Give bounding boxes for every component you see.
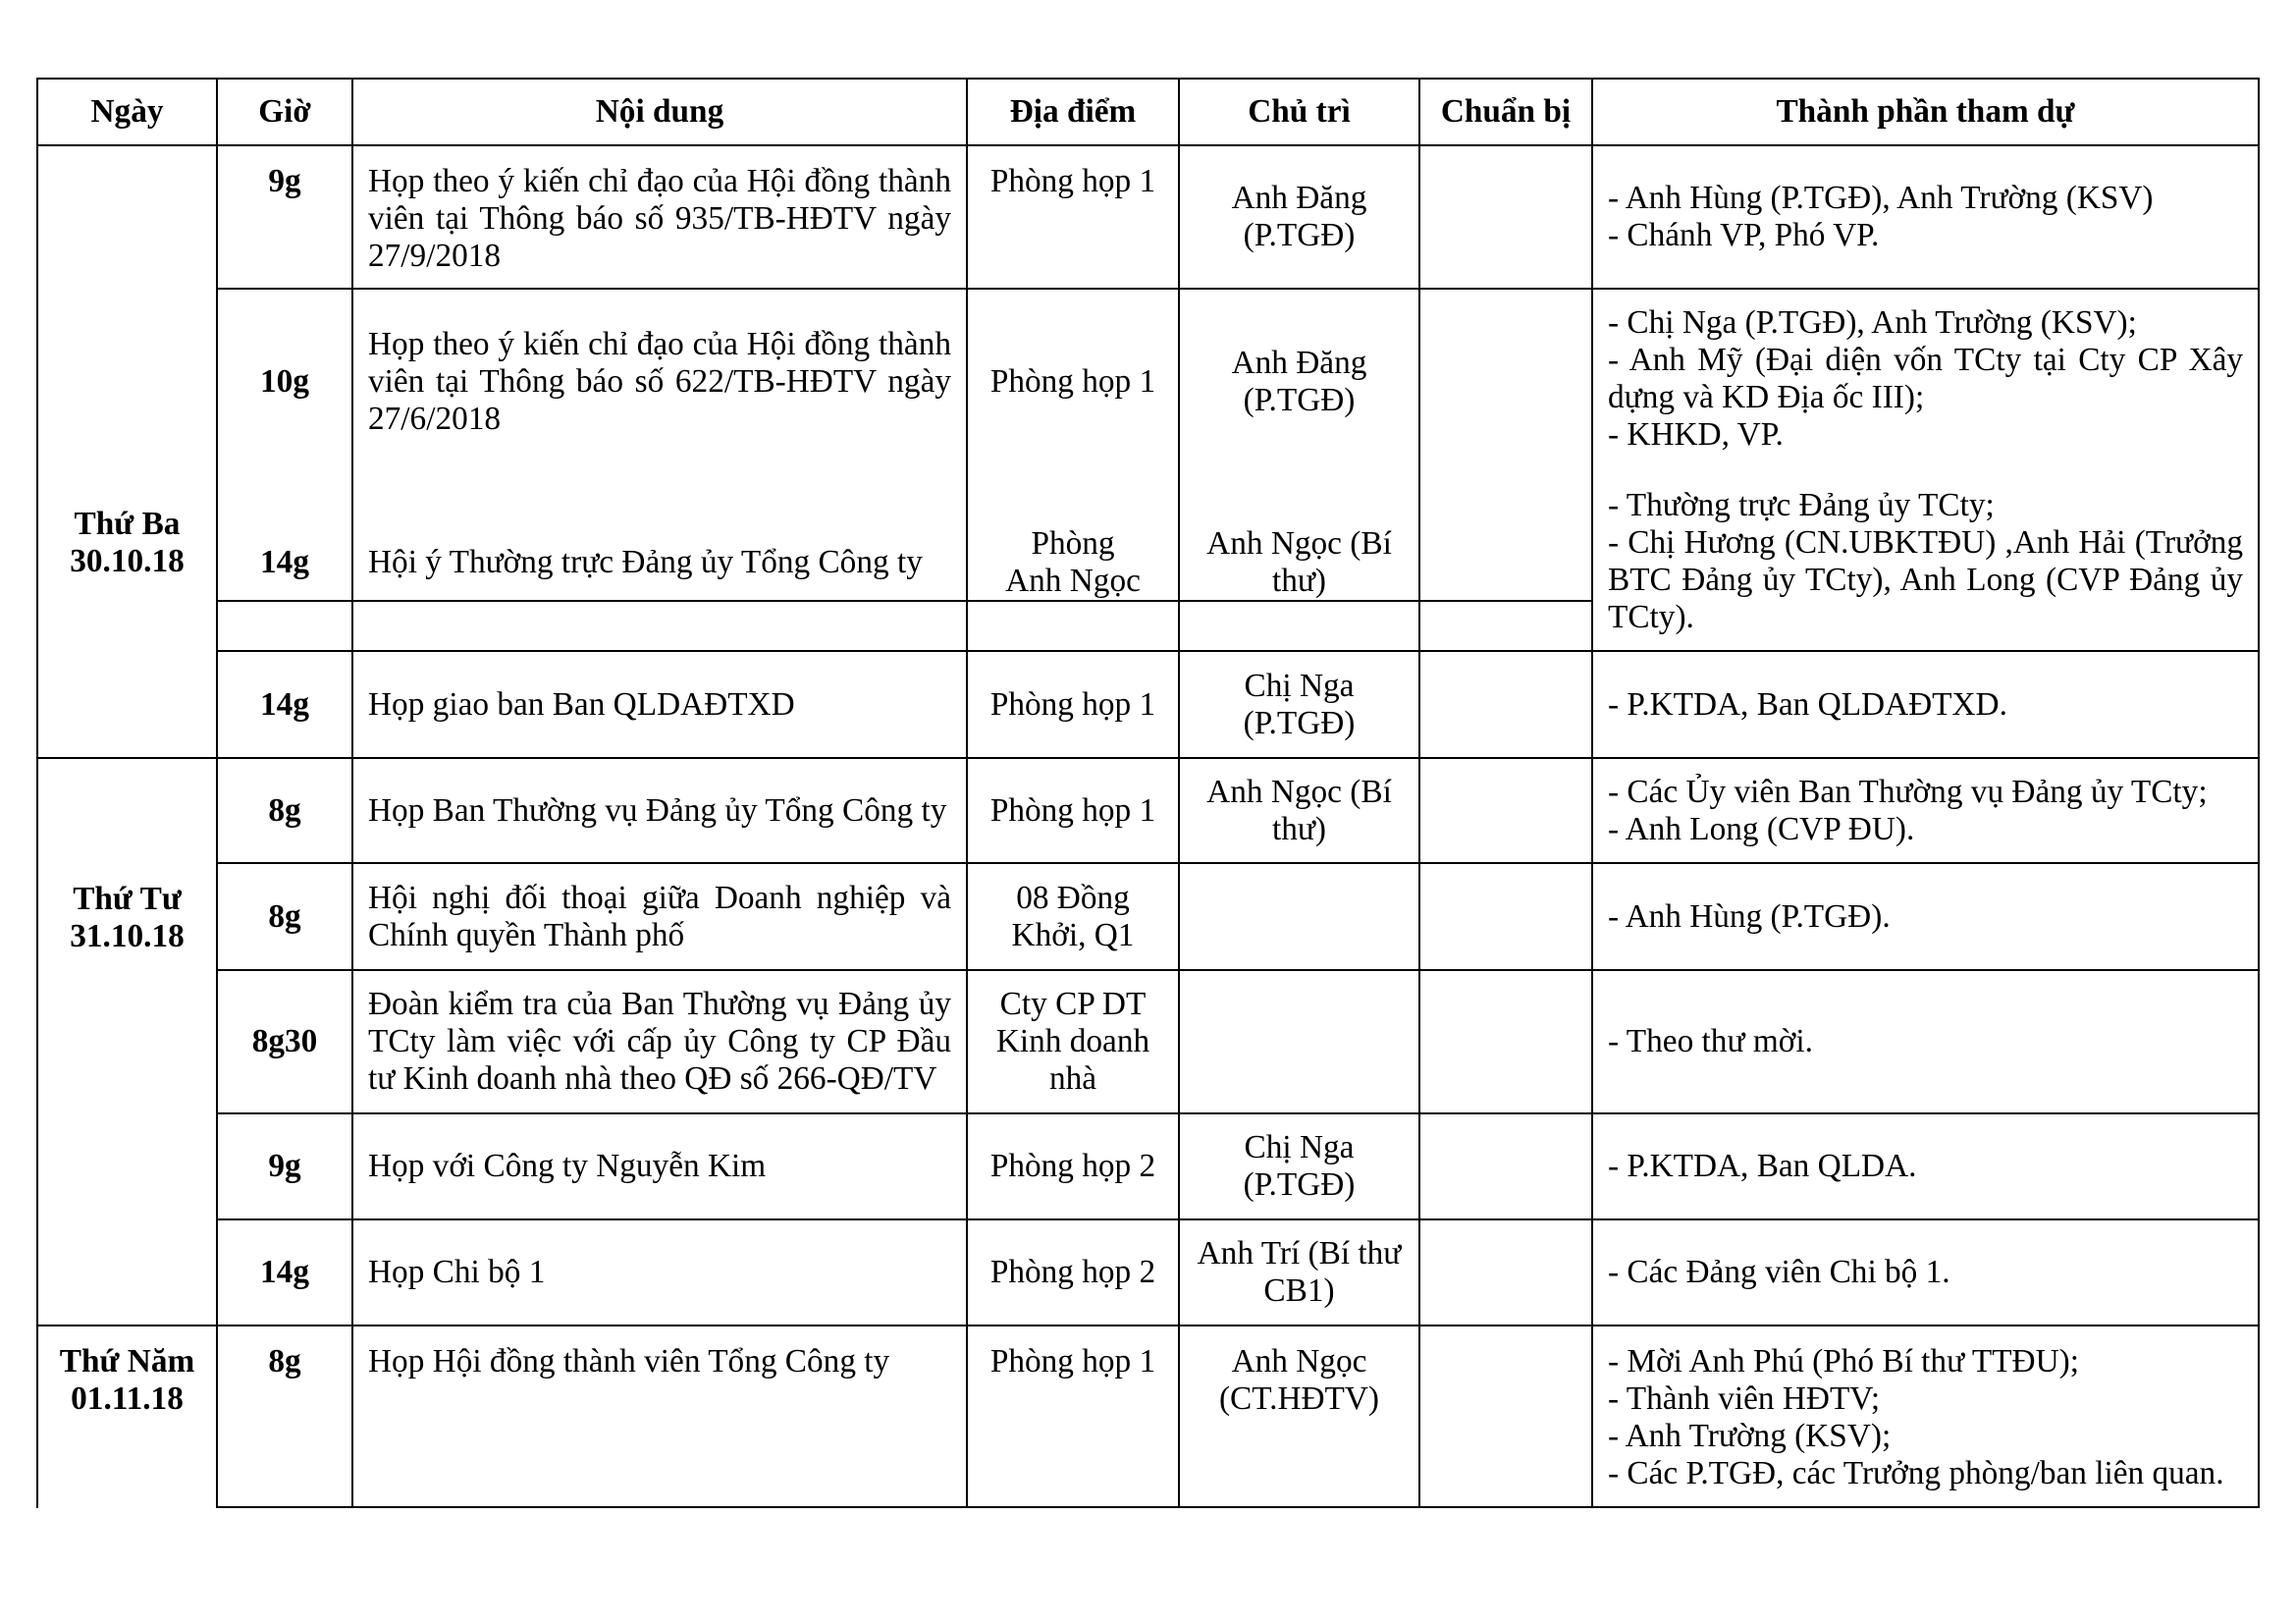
time-text: 14g: [260, 543, 309, 580]
attendees-cell: [1593, 1114, 2260, 1220]
chair-text: Anh Đăng (P.TGĐ): [1231, 345, 1367, 418]
time-cell: [218, 474, 353, 602]
prep-cell: [1420, 864, 1593, 971]
chair-text: Anh Ngọc (CT.HĐTV): [1218, 1343, 1380, 1417]
header-location-label: Địa điểm: [1009, 93, 1137, 130]
location-cell: [968, 1114, 1180, 1220]
day-cell-thursday: [36, 1326, 218, 1508]
attendee-item: - Chị Hương (CN.UBKTĐU) ,Anh Hải (Trưởng BTC Đảng ủy TCty), Anh Long (CVP Đảng ủy TCty).: [1608, 523, 2243, 635]
header-location: [968, 78, 1180, 146]
content-text: Họp với Công ty Nguyễn Kim: [368, 1148, 767, 1184]
location-text: Phòng họp 2: [989, 1254, 1156, 1290]
location-cell: [968, 1220, 1180, 1326]
chair-text: Chị Nga (P.TGĐ): [1243, 667, 1356, 741]
chair-cell: [1180, 759, 1420, 864]
attendees-cell: [1593, 1326, 2260, 1508]
attendees-cell: [1593, 146, 2260, 290]
attendee-item: - Các Ủy viên Ban Thường vụ Đảng ủy TCty;: [1608, 773, 2208, 810]
time-cell: [218, 864, 353, 971]
time-cell: [218, 290, 353, 474]
location-cell: [968, 474, 1180, 602]
prep-cell: [1420, 1326, 1593, 1508]
content-cell: [353, 759, 968, 864]
attendee-item: - Theo thư mời.: [1608, 1023, 1813, 1059]
header-day-label: Ngày: [90, 93, 164, 130]
chair-text: Chị Nga (P.TGĐ): [1243, 1129, 1356, 1203]
location-text: Phòng họp 1: [989, 363, 1156, 400]
attendee-item: - Các P.TGĐ, các Trưởng phòng/ban liên quan.: [1608, 1455, 2224, 1491]
day-date: 30.10.18: [70, 543, 185, 579]
time-cell: [218, 1114, 353, 1220]
attendees-cell: [1593, 652, 2260, 759]
attendee-item: - Anh Long (CVP ĐU).: [1608, 810, 1915, 847]
header-day: [36, 78, 218, 146]
time-text: 8g: [268, 1343, 301, 1380]
time-cell: [218, 1220, 353, 1326]
header-chair: [1180, 78, 1420, 146]
content-text: Họp giao ban Ban QLDAĐTXD: [368, 685, 795, 723]
chair-cell: [1180, 652, 1420, 759]
chair-text: Anh Ngọc (Bí thư): [1206, 773, 1392, 847]
attendee-item: - Chị Nga (P.TGĐ), Anh Trường (KSV);: [1608, 303, 2137, 341]
prep-cell: [1420, 146, 1593, 290]
attendees-cell: [1593, 971, 2260, 1114]
location-text: Phòng họp 2: [989, 1148, 1156, 1184]
time-cell: [218, 971, 353, 1114]
location-text: Phòng họp 1: [989, 791, 1156, 829]
content-cell: [353, 1114, 968, 1220]
content-text: Họp Hội đồng thành viên Tổng Công ty: [368, 1343, 890, 1380]
prep-cell: [1420, 652, 1593, 759]
attendee-item: - Thành viên HĐTV;: [1608, 1380, 1881, 1417]
chair-cell: [1180, 474, 1420, 602]
day-cell-tuesday: [36, 146, 218, 759]
time-text: 8g: [268, 791, 301, 829]
time-text: 8g30: [251, 1023, 318, 1059]
attendee-item: - P.KTDA, Ban QLDAĐTXD.: [1608, 685, 2007, 723]
day-name: Thứ Năm: [59, 1343, 195, 1380]
chair-cell: [1180, 864, 1420, 971]
time-text: 8g: [268, 897, 301, 935]
empty-cell: [353, 602, 968, 652]
prep-cell: [1420, 1220, 1593, 1326]
empty-cell: [1420, 602, 1593, 652]
location-text: Phòng Anh Ngọc: [1005, 524, 1141, 599]
prep-cell: [1420, 759, 1593, 864]
chair-cell: [1180, 1220, 1420, 1326]
chair-cell: [1180, 1326, 1420, 1508]
content-cell: [353, 290, 968, 474]
chair-cell: [1180, 971, 1420, 1114]
day-date: 31.10.18: [70, 918, 185, 954]
content-cell: [353, 1326, 968, 1508]
attendee-item: - Anh Hùng (P.TGĐ), Anh Trường (KSV): [1608, 180, 2154, 216]
header-chair-label: Chủ trì: [1248, 93, 1351, 130]
prep-cell: [1420, 971, 1593, 1114]
location-text: Cty CP DT Kinh doanh nhà: [995, 986, 1150, 1097]
attendee-item: - Anh Mỹ (Đại diện vốn TCty tại Cty CP Xây dựng và KD Địa ốc III);: [1608, 341, 2243, 415]
header-attendees: [1593, 78, 2260, 146]
attendee-item: - Mời Anh Phú (Phó Bí thư TTĐU);: [1608, 1343, 2079, 1380]
time-cell: [218, 146, 353, 290]
prep-cell: [1420, 1114, 1593, 1220]
location-cell: [968, 1326, 1180, 1508]
content-text: Họp Ban Thường vụ Đảng ủy Tổng Công ty: [368, 791, 947, 829]
attendees-cell: [1593, 864, 2260, 971]
attendee-item: - KHKD, VP.: [1608, 415, 1784, 453]
location-text: Phòng họp 1: [989, 685, 1156, 723]
chair-cell: [1180, 290, 1420, 474]
content-cell: [353, 971, 968, 1114]
time-cell: [218, 1326, 353, 1508]
chair-cell: [1180, 1114, 1420, 1220]
header-prep-label: Chuẩn bị: [1440, 93, 1572, 130]
empty-cell: [968, 602, 1180, 652]
attendee-item: - Anh Hùng (P.TGĐ).: [1608, 897, 1891, 935]
attendee-item: - Thường trực Đảng ủy TCty;: [1608, 486, 1995, 523]
header-time: [218, 78, 353, 146]
location-cell: [968, 290, 1180, 474]
prep-cell: [1420, 474, 1593, 602]
time-text: 14g: [260, 1254, 309, 1290]
location-text: 08 Đồng Khởi, Q1: [1011, 879, 1135, 953]
day-cell-wednesday: [36, 759, 218, 1326]
content-cell: [353, 864, 968, 971]
chair-text: Anh Trí (Bí thư CB1): [1197, 1235, 1402, 1309]
location-cell: [968, 759, 1180, 864]
chair-text: Anh Đăng (P.TGĐ): [1231, 180, 1367, 253]
time-cell: [218, 759, 353, 864]
header-attendees-label: Thành phần tham dự: [1776, 93, 2075, 130]
time-text: 10g: [260, 363, 309, 400]
empty-cell: [1180, 602, 1420, 652]
header-content-label: Nội dung: [595, 93, 724, 130]
location-text: Phòng họp 1: [989, 1343, 1156, 1380]
content-text: Họp theo ý kiến chỉ đạo của Hội đồng thành viên tại Thông báo số 935/TB-HĐTV ngày 27/9/2018: [368, 163, 951, 274]
time-text: 9g: [268, 163, 301, 199]
prep-cell: [1420, 290, 1593, 474]
header-prep: [1420, 78, 1593, 146]
attendees-cell: [1593, 1220, 2260, 1326]
location-cell: [968, 864, 1180, 971]
schedule-table: [36, 78, 2260, 1508]
chair-cell: [1180, 146, 1420, 290]
location-cell: [968, 971, 1180, 1114]
attendees-cell: [1593, 759, 2260, 864]
time-text: 9g: [268, 1148, 301, 1184]
header-time-label: Giờ: [258, 93, 311, 130]
content-text: Họp Chi bộ 1: [368, 1254, 546, 1290]
empty-cell: [218, 602, 353, 652]
day-name: Thứ Tư: [73, 881, 182, 917]
content-cell: [353, 474, 968, 602]
content-text: Đoàn kiểm tra của Ban Thường vụ Đảng ủy TCty làm việc với cấp ủy Công ty CP Đầu tư Kinh doanh nhà theo QĐ số 266-QĐ/TV: [368, 986, 951, 1097]
content-cell: [353, 146, 968, 290]
day-name: Thứ Ba: [74, 506, 181, 542]
attendee-item: - P.KTDA, Ban QLDA.: [1608, 1148, 1917, 1184]
time-cell: [218, 652, 353, 759]
content-text: Hội ý Thường trực Đảng ủy Tổng Công ty: [368, 543, 923, 580]
header-content: [353, 78, 968, 146]
attendees-cell: [1593, 290, 2260, 652]
location-cell: [968, 652, 1180, 759]
location-cell: [968, 146, 1180, 290]
attendee-item: - Chánh VP, Phó VP.: [1608, 217, 1880, 253]
chair-text: Anh Ngọc (Bí thư): [1206, 524, 1392, 599]
content-cell: [353, 1220, 968, 1326]
location-text: Phòng họp 1: [989, 163, 1156, 199]
time-text: 14g: [260, 685, 309, 723]
content-cell: [353, 652, 968, 759]
content-text: Hội nghị đối thoại giữa Doanh nghiệp và Chính quyền Thành phố: [368, 879, 951, 953]
attendees-spacer: [1608, 454, 2243, 487]
day-date: 01.11.18: [71, 1380, 184, 1417]
attendee-item: - Anh Trường (KSV);: [1608, 1418, 1892, 1454]
attendee-item: - Các Đảng viên Chi bộ 1.: [1608, 1254, 1950, 1290]
content-text: Họp theo ý kiến chỉ đạo của Hội đồng thành viên tại Thông báo số 622/TB-HĐTV ngày 27/6/2018: [368, 326, 951, 437]
